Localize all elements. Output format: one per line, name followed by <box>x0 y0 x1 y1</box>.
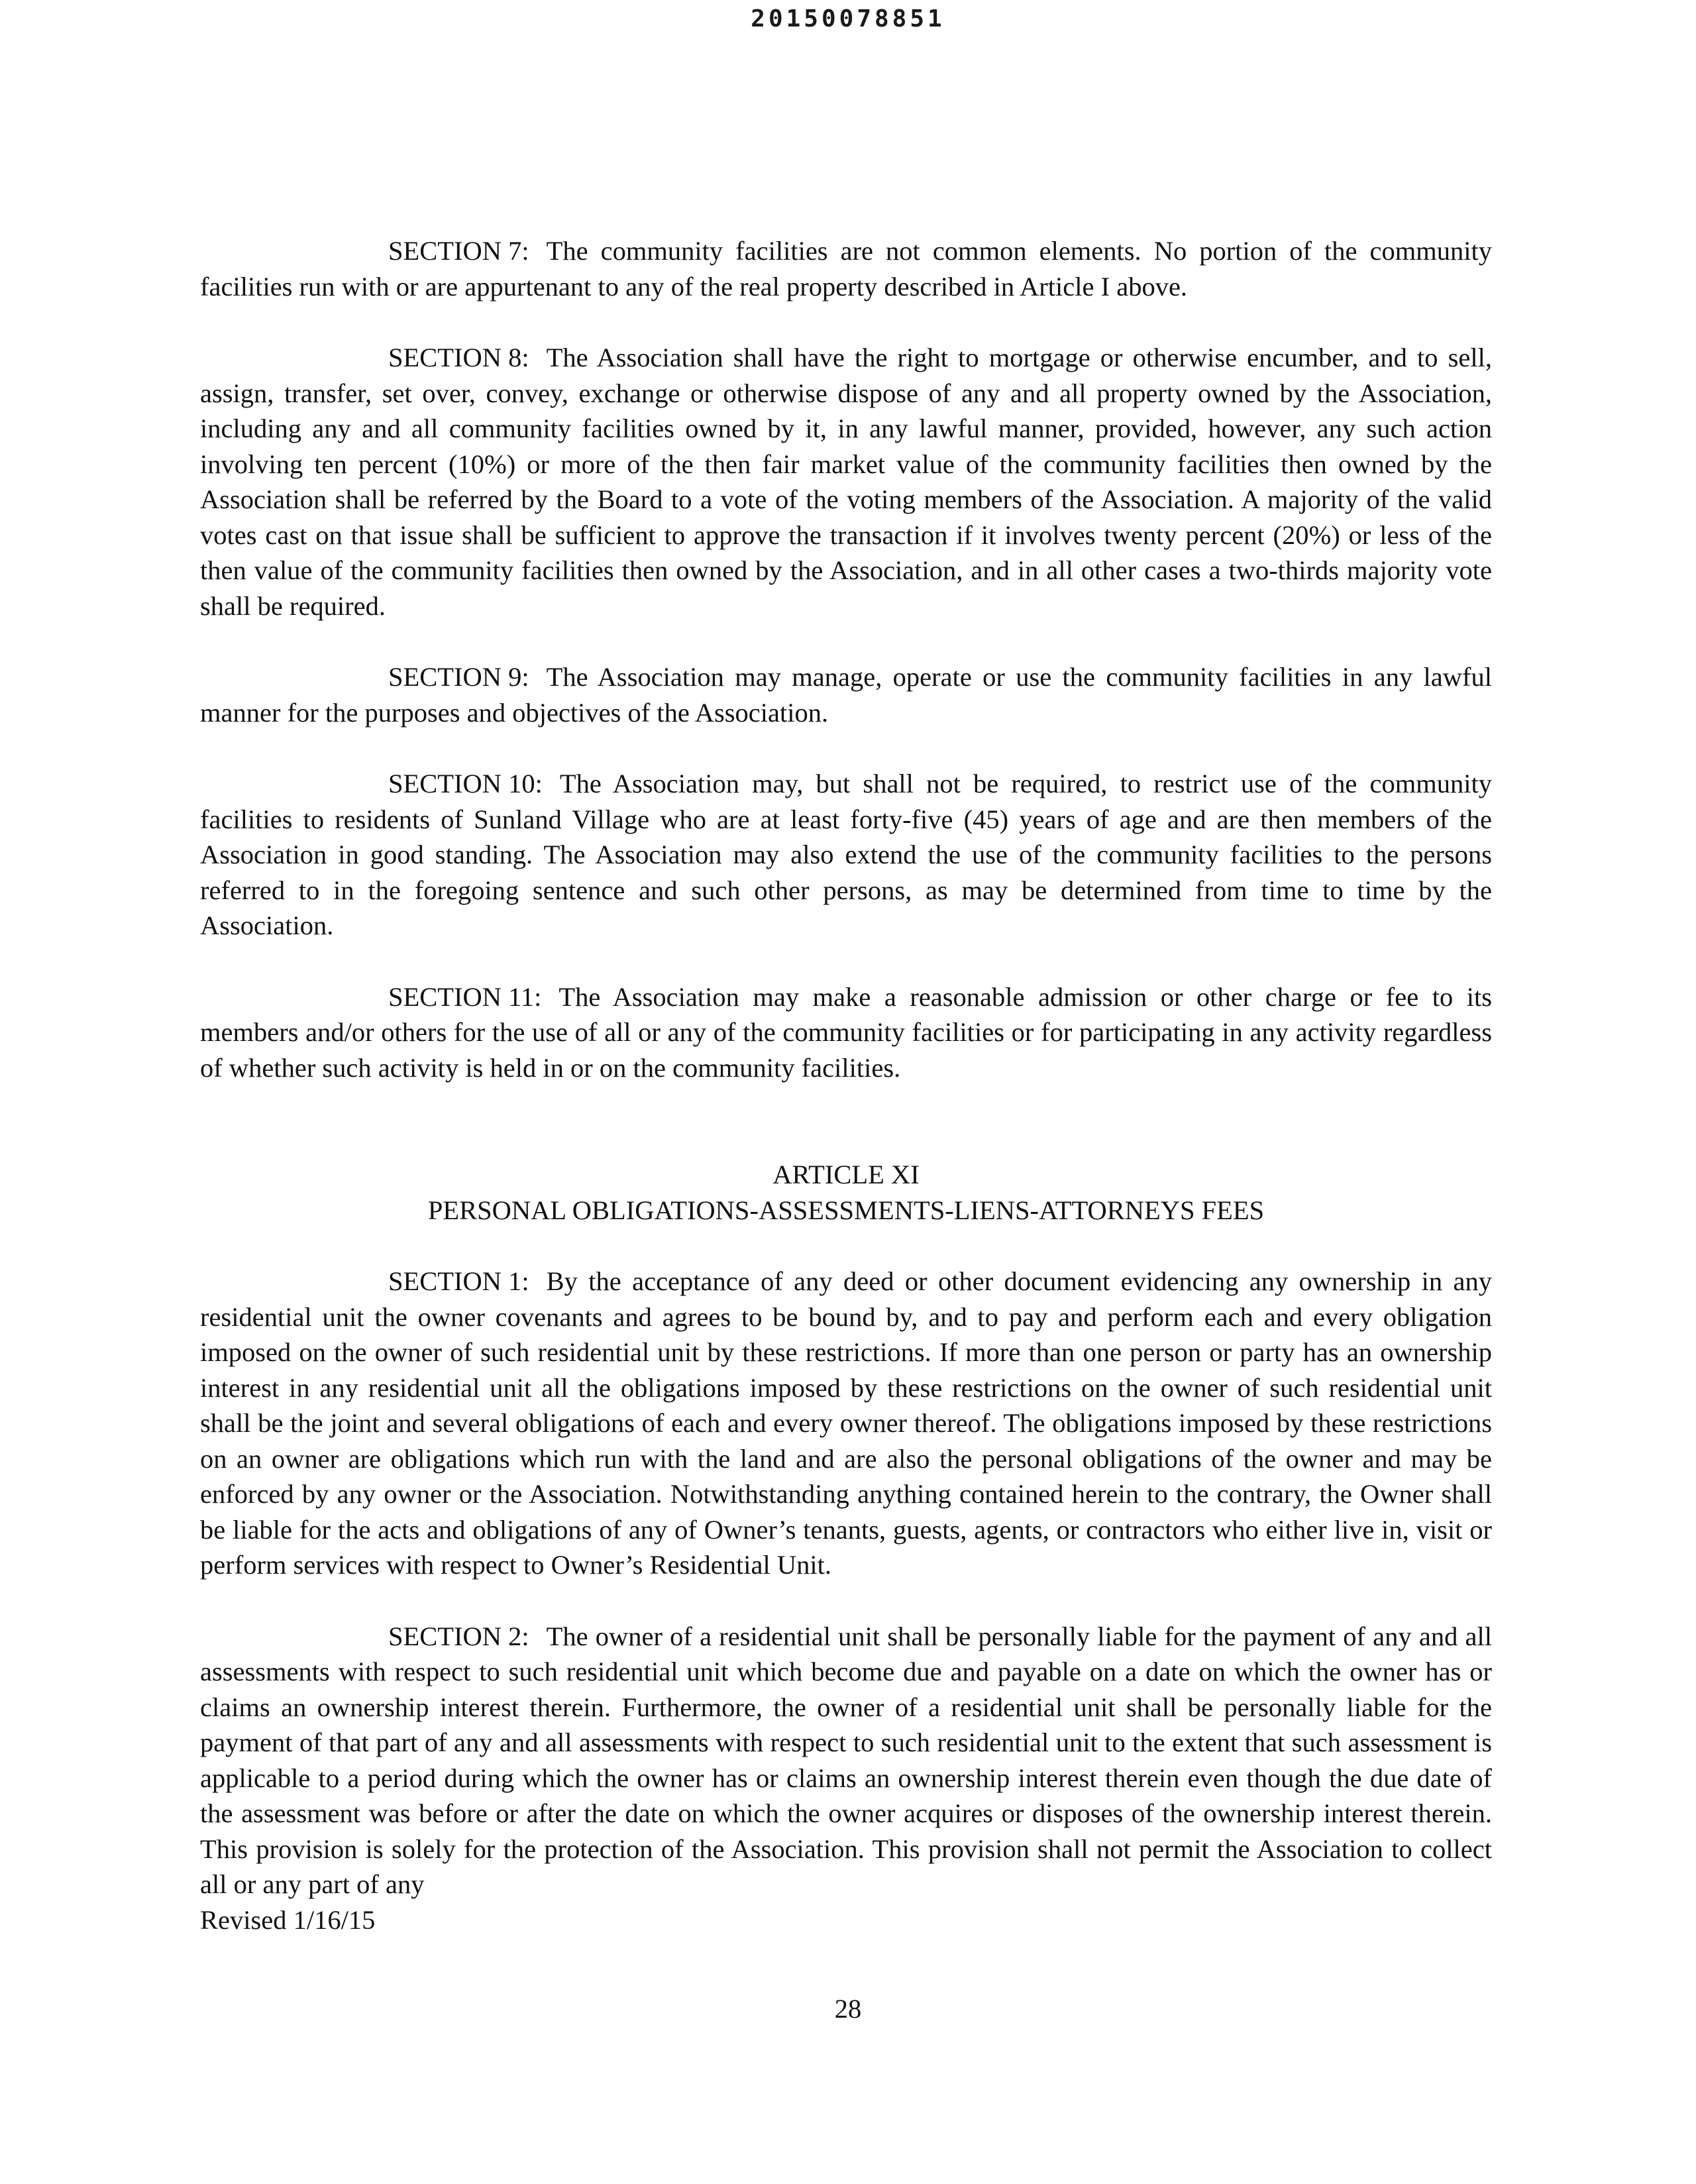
section-label: SECTION 10: <box>388 769 543 798</box>
section-paragraph <box>200 340 1492 624</box>
article-heading <box>200 1157 1492 1228</box>
section-label: SECTION 9: <box>388 662 529 692</box>
section-paragraph <box>200 766 1492 944</box>
section-paragraph <box>200 979 1492 1086</box>
section-paragraph <box>200 1619 1492 1902</box>
section-text: The Association may, but shall not be required, to restrict use of the community facilities to residents of Sunland Village who are at least forty-five (45) years of age and are then members of the Association in good standing. The Association may also extend the use of the community facilities to the persons referred to in the foregoing sentence and such other persons, as may be determined from time to time by the Association. <box>200 769 1492 940</box>
section-text: The Association may make a reasonable admission or other charge or fee to its members and/or others for the use of all or any of the community facilities or for participating in any activity regardless of whether such activity is held in or on the community facilities. <box>200 981 1492 1083</box>
document-number: 20150078851 <box>751 5 945 32</box>
section-label: SECTION 1: <box>388 1266 529 1296</box>
section-paragraph <box>200 1264 1492 1583</box>
section-label: SECTION 11: <box>388 981 542 1012</box>
section-paragraph <box>200 233 1492 304</box>
article-title: PERSONAL OBLIGATIONS-ASSESSMENTS-LIENS-ATTORNEYS FEES <box>427 1195 1265 1225</box>
document-body <box>200 233 1492 1938</box>
section-text: The Association may manage, operate or use the community facilities in any lawful manner for the purposes and objectives of the Association. <box>200 662 1492 728</box>
section-label: SECTION 2: <box>388 1621 529 1651</box>
section-label: SECTION 7: <box>388 236 529 266</box>
revision-date: Revised 1/16/15 <box>200 1904 376 1935</box>
article-number: ARTICLE XI <box>772 1160 920 1189</box>
page-number: 28 <box>834 1994 862 2024</box>
section-text: By the acceptance of any deed or other document evidencing any ownership in any residential unit the owner covenants and agrees to be bound by, and to pay and perform each and every obligation imposed on the owner of such residential unit by these restrictions. If more than one person or party has an ownership interest in any residential unit all the obligations imposed by these restrictions on the owner of such residential unit shall be the joint and several obligations of each and every owner thereof. The obligations imposed by these restrictions on an owner are obligations which run with the land and are also the personal obligations of the owner and may be enforced by any owner or the Association. Notwithstanding anything contained herein to the contrary, the Owner shall be liable for the acts and obligations of any of Owner’s tenants, guests, agents, or contractors who either live in, visit or perform services with respect to Owner’s Residential Unit. <box>200 1266 1492 1580</box>
section-text: The Association shall have the right to mortgage or otherwise encumber, and to sell, assign, transfer, set over, convey, exchange or otherwise dispose of any and all property owned by the Association, including any and all community facilities owned by it, in any lawful manner, provided, however, any such action involving ten percent (10%) or more of the then fair market value of the community facilities then owned by the Association shall be referred by the Board to a vote of the voting members of the Association. A majority of the valid votes cast on that issue shall be sufficient to approve the transaction if it involves twenty percent (20%) or less of the then value of the community facilities then owned by the Association, and in all other cases a two-thirds majority vote shall be required. <box>200 343 1492 621</box>
section-text: The community facilities are not common elements. No portion of the community facilities run with or are appurtenant to any of the real property described in Article I above. <box>200 236 1492 301</box>
section-text: The owner of a residential unit shall be personally liable for the payment of any and all assessments with respect to such residential unit which become due and payable on a date on which the owner has or claims an ownership interest therein. Furthermore, the owner of a residential unit shall be personally liable for the payment of that part of any and all assessments with respect to such residential unit to the extent that such assessment is applicable to a period during which the owner has or claims an ownership interest therein even though the due date of the assessment was before or after the date on which the owner acquires or disposes of the ownership interest therein. This provision is solely for the protection of the Association. This provision shall not permit the Association to collect all or any part of any <box>200 1621 1492 1899</box>
section-label: SECTION 8: <box>388 343 529 372</box>
section-paragraph <box>200 659 1492 730</box>
